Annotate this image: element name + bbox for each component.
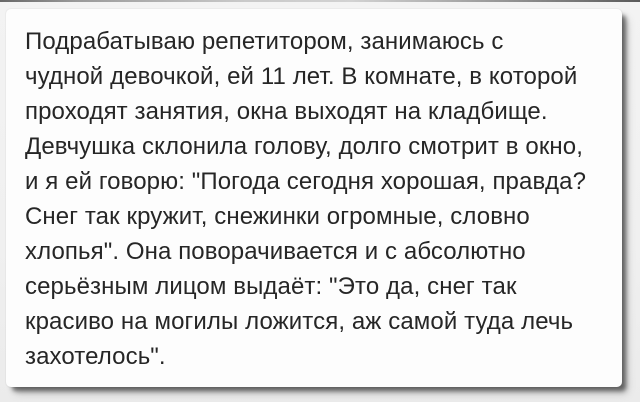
text-line: захотелось". — [25, 343, 166, 370]
top-card-divider — [0, 0, 640, 2]
text-line: красиво на могилы ложится, аж самой туда лечь — [25, 308, 574, 335]
text-line: Подрабатываю репетитором, занимаюсь с — [25, 28, 504, 55]
joke-text-block — [6, 9, 622, 374]
text-line: Девчушка склонила голову, долго смотрит в окно, — [25, 133, 584, 160]
text-line: и я ей говорю: "Погода сегодня хорошая, правда? — [25, 168, 587, 195]
text-line: серьёзным лицом выдаёт: "Это да, снег так — [25, 273, 517, 300]
text-line: чудной девочкой, ей 11 лет. В комнате, в которой — [25, 63, 578, 90]
text-line: проходят занятия, окна выходят на кладбище. — [25, 98, 548, 125]
text-line: Снег так кружит, снежинки огромные, словно — [25, 203, 530, 230]
text-line: хлопья". Она поворачивается и с абсолютно — [25, 238, 526, 265]
joke-card — [6, 9, 622, 387]
